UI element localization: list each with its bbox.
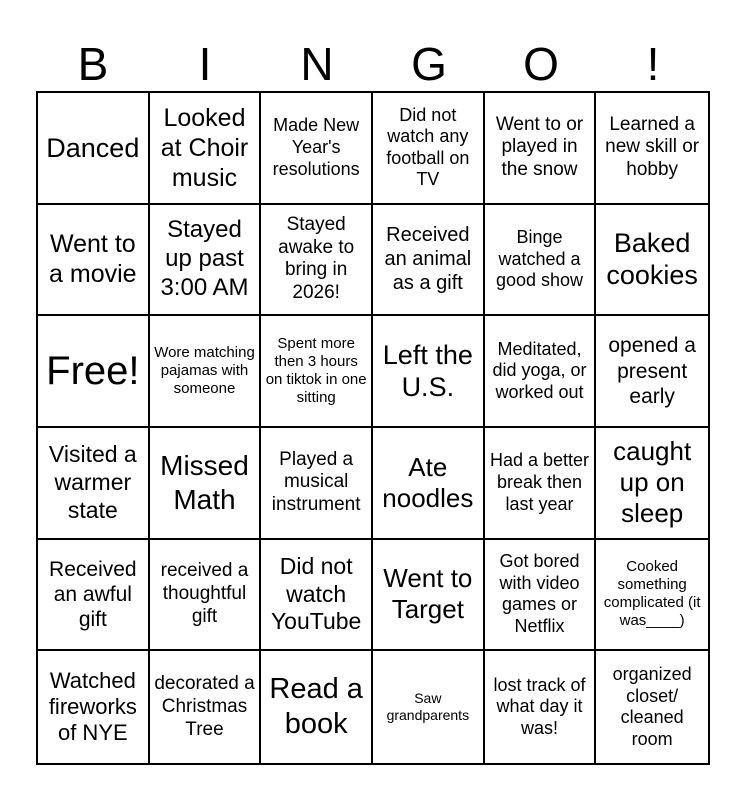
bingo-square[interactable] [261, 540, 373, 652]
bingo-square[interactable] [38, 651, 150, 763]
bingo-square-label: Left the U.S. [382, 339, 473, 403]
bingo-square[interactable] [596, 651, 708, 763]
bingo-square-label: Stayed awake to bring in 2026! [278, 213, 355, 304]
bingo-square[interactable] [373, 428, 485, 540]
bingo-square[interactable] [373, 651, 485, 763]
bingo-square-label: Binge watched a good show [495, 227, 584, 291]
bingo-square[interactable] [485, 316, 597, 428]
bingo-square[interactable] [485, 205, 597, 317]
bingo-square[interactable] [373, 540, 485, 652]
bingo-square[interactable] [373, 93, 485, 205]
bingo-square-label: Went to Target [383, 563, 473, 625]
bingo-square[interactable] [485, 428, 597, 540]
bingo-header [37, 36, 709, 92]
bingo-square[interactable] [150, 428, 262, 540]
bingo-square-label: opened a present early [608, 334, 696, 408]
bingo-square-label: Got bored with video games or Netflix [499, 551, 580, 637]
bingo-square-label: Missed Math [160, 450, 249, 515]
bingo-square[interactable] [150, 93, 262, 205]
bingo-square[interactable] [373, 205, 485, 317]
bingo-square-label: Free! [46, 349, 140, 394]
bingo-square[interactable] [38, 540, 150, 652]
bingo-square-label: Looked at Choir music [160, 103, 249, 192]
header-letter: ! [646, 38, 660, 90]
bingo-square[interactable] [485, 651, 597, 763]
bingo-square[interactable] [596, 540, 708, 652]
bingo-square-label: lost track of what day it was! [493, 674, 586, 738]
bingo-square-label: Ate noodles [382, 451, 474, 513]
bingo-square-label: Had a better break then last year [489, 450, 590, 514]
header-letter: O [523, 38, 559, 90]
bingo-square-label: received a thoughtful gift [160, 560, 249, 627]
bingo-square-label: Saw grandparents [386, 690, 470, 724]
bingo-square[interactable] [261, 316, 373, 428]
bingo-square-label: Cooked something complicated (it was____) [603, 558, 701, 630]
bingo-square-label: Went to a movie [49, 230, 137, 289]
bingo-square-label: Stayed up past 3:00 AM [160, 216, 249, 301]
bingo-square[interactable] [596, 205, 708, 317]
bingo-grid [36, 91, 710, 765]
bingo-square-label: Did not watch any football on TV [386, 104, 470, 190]
bingo-square-label: Learned a new skill or hobby [605, 113, 700, 181]
bingo-square-label: Read a book [269, 673, 363, 741]
header-letter: N [300, 38, 334, 90]
bingo-square[interactable] [261, 651, 373, 763]
bingo-square[interactable] [596, 428, 708, 540]
bingo-square[interactable] [373, 316, 485, 428]
header-letter: B [77, 38, 109, 90]
bingo-square-label: decorated a Christmas Tree [154, 672, 255, 740]
bingo-square-label: Received an awful gift [49, 557, 137, 632]
bingo-square-label: caught up on sleep [613, 436, 692, 529]
bingo-square[interactable] [38, 205, 150, 317]
bingo-square-label: Watched fireworks of NYE [48, 667, 137, 746]
bingo-square-label: Baked cookies [606, 228, 698, 291]
bingo-square[interactable] [38, 428, 150, 540]
bingo-square[interactable] [485, 93, 597, 205]
bingo-square-label: Spent more then 3 hours on tiktok in one sitting [265, 335, 367, 407]
bingo-square[interactable] [150, 316, 262, 428]
bingo-square[interactable] [596, 93, 708, 205]
bingo-square-label: Made New Year's resolutions [272, 115, 360, 179]
bingo-square-label: Received an animal as a gift [384, 224, 472, 295]
bingo-square-label: Visited a warmer state [48, 441, 137, 523]
bingo-square-label: Wore matching pajamas with someone [154, 344, 255, 398]
bingo-square[interactable] [38, 93, 150, 205]
bingo-square[interactable] [150, 540, 262, 652]
bingo-square[interactable] [261, 428, 373, 540]
bingo-square-label: organized closet/ cleaned room [612, 663, 692, 749]
bingo-square[interactable] [38, 316, 150, 428]
bingo-square[interactable] [150, 205, 262, 317]
bingo-square[interactable] [485, 540, 597, 652]
bingo-square-label: Did not watch YouTube [270, 553, 362, 635]
bingo-square[interactable] [150, 651, 262, 763]
header-letter: G [411, 38, 447, 90]
bingo-square-label: Went to or played in the snow [495, 113, 584, 181]
bingo-square-label: Played a musical instrument [271, 448, 361, 516]
bingo-square[interactable] [261, 205, 373, 317]
bingo-square-label: Danced [46, 132, 140, 163]
bingo-square[interactable] [596, 316, 708, 428]
bingo-square-label: Meditated, did yoga, or worked out [492, 338, 587, 402]
header-letter: I [198, 38, 212, 90]
bingo-square[interactable] [261, 93, 373, 205]
